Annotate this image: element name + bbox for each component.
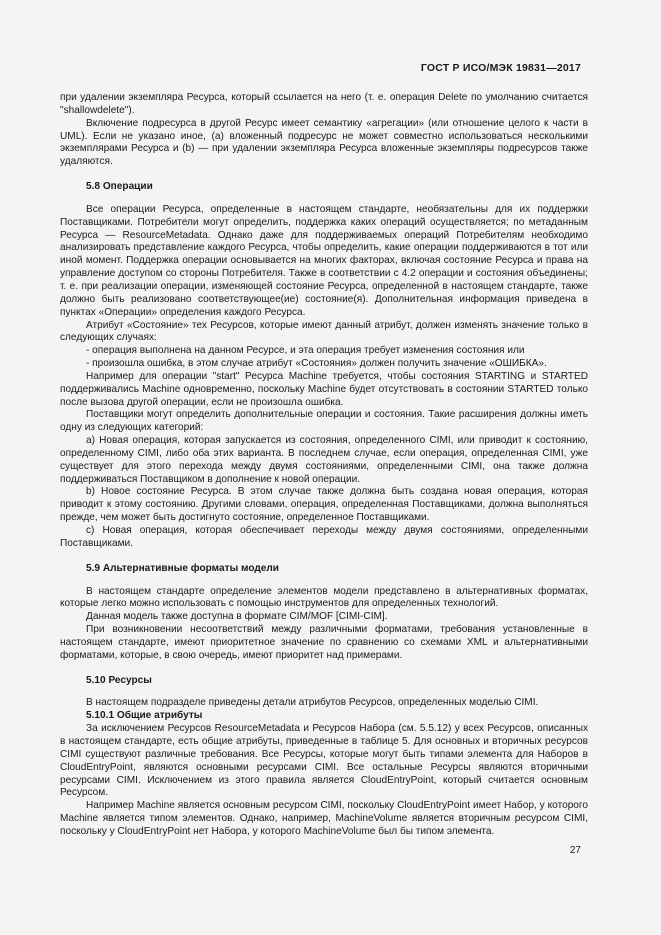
list-item: - произошла ошибка, в этом случае атрибут «Состояния» должен получить значение «ОШИБКА». (86, 358, 547, 370)
paragraph: Все операции Ресурса, определенные в настоящем стандарте, необязательны для их поддержки Поставщиками. Потребители могут определить, поддержка каких операций осуществляется; по метаданным Ресурса — ResourceMetadata. Однако даже для поддерживаемых операций Потребителям необходимо анализировать представление каждого Ресурса, чтобы определить, какие операции поддерживаются в тот или иной момент. Поддержка операции основывается на многих факторах, включая состояние Ресурса и права на управление доступом со стороны Потребителя. Также в соответствии с 4.2 операции и состояния объединены; т. е. при реализации операции, изменяющей состояние Ресурса, определенной в настоящем стандарте, также должно быть реализовано соответствующее(ие) состояние(я). Дополнительная информация приведена в пунктах «Операции» определения каждого Ресурса. (60, 203, 588, 318)
paragraph: Атрибут «Состояние» тех Ресурсов, которые имеют данный атрибут, должен изменять значение только в следующих случаях: (60, 319, 588, 344)
paragraph: При возникновении несоответствий между различными форматами, требования установленные в настоящем стандарте, имеют приоритетное значение по сравнению со схемами XML и альтернативными форматами, которые, в свою очередь, имеют приоритет над примерами. (60, 624, 588, 661)
paragraph: Данная модель также доступна в формате CIM/MOF [CIMI-CIM]. (86, 611, 388, 623)
paragraph: За исключением Ресурсов ResourceMetadata и Ресурсов Набора (см. 5.5.12) у всех Ресурсов, описанных в настоящем стандарте, есть общие атрибуты, приведенные в таблице 5. Для основных и вторичных ресурсов CIMI существуют различные требования. Все Ресурсы, которые могут быть типами элемента для Наборов в CloudEntryPoint, являются основными ресурсами CIMI. Все остальные Ресурсы являются вторичными ресурсами CIMI. Исключением из этого правила является CloudEntryPoint, который считается основным Ресурсом. (60, 723, 588, 799)
paragraph: В настоящем стандарте определение элементов модели представлено в альтернативных форматах, которые легко можно использовать с помощью инструментов для определенных технологий. (60, 585, 588, 610)
paragraph: при удалении экземпляра Ресурса, который ссылается на него (т. е. операция Delete по умолчанию считается "shallowdelete"). (60, 92, 588, 116)
paragraph: В настоящем подразделе приведены детали атрибутов Ресурсов, определенных моделью CIMI. (86, 697, 539, 709)
paragraph: Например Machine является основным ресурсом CIMI, поскольку CloudEntryPoint имеет Набор, у которого Machine является типом элементов. Однако, например, MachineVolume является вторичным ресурсом CIMI, поскольку у CloudEntryPoint нет Набора, у которого MachineVolume был бы типом элемента. (60, 800, 588, 837)
section-heading-5-10: 5.10 Ресурсы (86, 674, 152, 686)
list-item: c) Новая операция, которая обеспечивает переходы между двумя состояниями, определенными Поставщиками. (60, 525, 588, 549)
subsection-heading-5-10-1: 5.10.1 Общие атрибуты (86, 710, 203, 722)
page-number: 27 (569, 845, 581, 856)
document-body (60, 92, 588, 839)
list-item: - операция выполнена на данном Ресурсе, и эта операция требует изменения состояния или (86, 345, 525, 357)
section-heading-5-9: 5.9 Альтернативные форматы модели (86, 562, 279, 574)
list-item: a) Новая операция, которая запускается из состояния, определенного CIMI, или приводит к состоянию, определенному CIMI, либо оба этих варианта. В последнем случае, если операция, определенная CIMI, уже существует для этого перехода между двумя состояниями, определенными CIMI, она также должна поддерживаться Поставщиком в дополнение к новой операции. (60, 435, 588, 485)
standard-header: ГОСТ Р ИСО/МЭК 19831—2017 (420, 62, 581, 74)
paragraph: Например для операции "start" Ресурса Machine требуется, чтобы состояния STARTING и STARTED поддерживались Machine одновременно, поскольку Machine будет отсутствовать в состоянии STARTED только после вызова другой операции, если не произошла ошибка. (60, 370, 588, 408)
section-heading-5-8: 5.8 Операции (86, 181, 153, 193)
list-item: b) Новое состояние Ресурса. В этом случае также должна быть создана новая операция, которая приводит к этому состоянию. Другими словами, операция, определенная Поставщиками, должна выполняться прежде, чем может быть достигнуто состояние, определенное Поставщиками. (60, 486, 588, 524)
paragraph: Поставщики могут определить дополнительные операции и состояния. Такие расширения должны иметь одну из следующих категорий: (60, 409, 588, 434)
paragraph: Включение подресурса в другой Ресурс имеет семантику «агрегации» (или отношение целого к части в UML). Если не указано иное, (a) вложенный подресурс не может совместно использоваться несколькими экземплярами Ресурса и (b) — при удалении экземпляра Ресурса вложенные экземпляры подресурсов также удаляются. (60, 117, 588, 168)
